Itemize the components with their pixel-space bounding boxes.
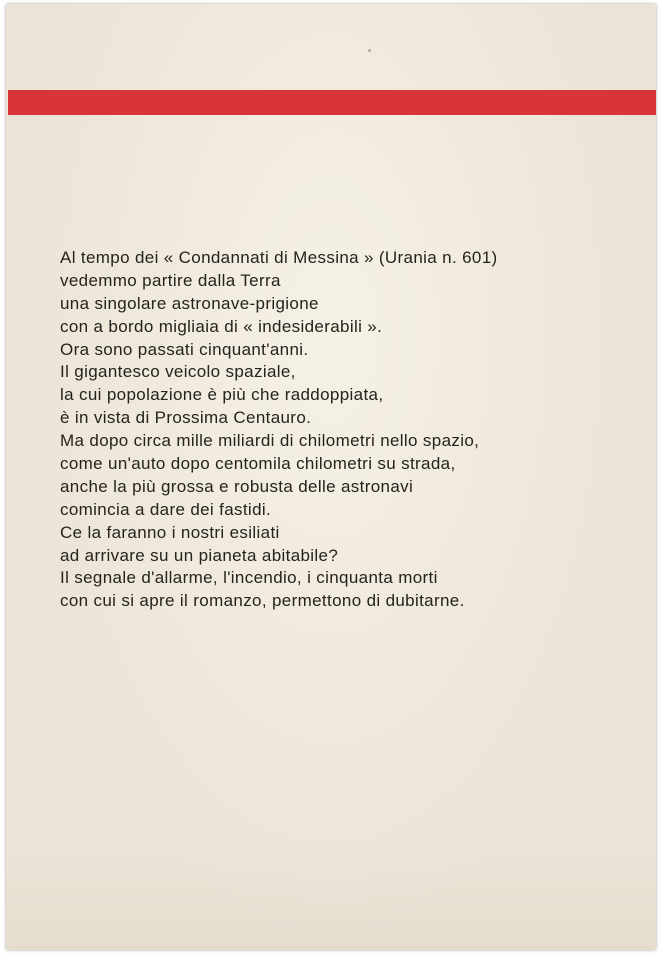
blurb-line: Al tempo dei « Condannati di Messina » (Urania n. 601) [60, 248, 498, 267]
blurb-text [60, 247, 620, 613]
blurb-line: con a bordo migliaia di « indesiderabili ». [60, 316, 383, 336]
blurb-line: vedemmo partire dalla Terra [60, 270, 281, 290]
paper-speck [368, 49, 371, 52]
blurb-line: Ce la faranno i nostri esiliati [60, 522, 280, 542]
blurb-line: Ora sono passati cinquant'anni. [60, 339, 309, 359]
blurb-line: Il gigantesco veicolo spaziale, [60, 362, 296, 382]
blurb-line: la cui popolazione è più che raddoppiata, [60, 385, 384, 405]
blurb-line: come un'auto dopo centomila chilometri su strada, [60, 454, 456, 474]
blurb-line: una singolare astronave-prigione [60, 293, 319, 313]
blurb-line: con cui si apre il romanzo, permettono di dubitarne. [60, 591, 465, 611]
blurb-line: anche la più grossa e robusta delle astronavi [60, 476, 414, 496]
blurb-line: ad arrivare su un pianeta abitabile? [60, 545, 339, 565]
blurb-line: Il segnale d'allarme, l'incendio, i cinquanta morti [60, 568, 438, 588]
blurb-line: Ma dopo circa mille miliardi di chilometri nello spazio, [60, 431, 480, 451]
blurb-line: è in vista di Prossima Centauro. [60, 408, 312, 428]
blurb-line: comincia a dare dei fastidi. [60, 499, 272, 519]
red-stripe [8, 90, 656, 115]
